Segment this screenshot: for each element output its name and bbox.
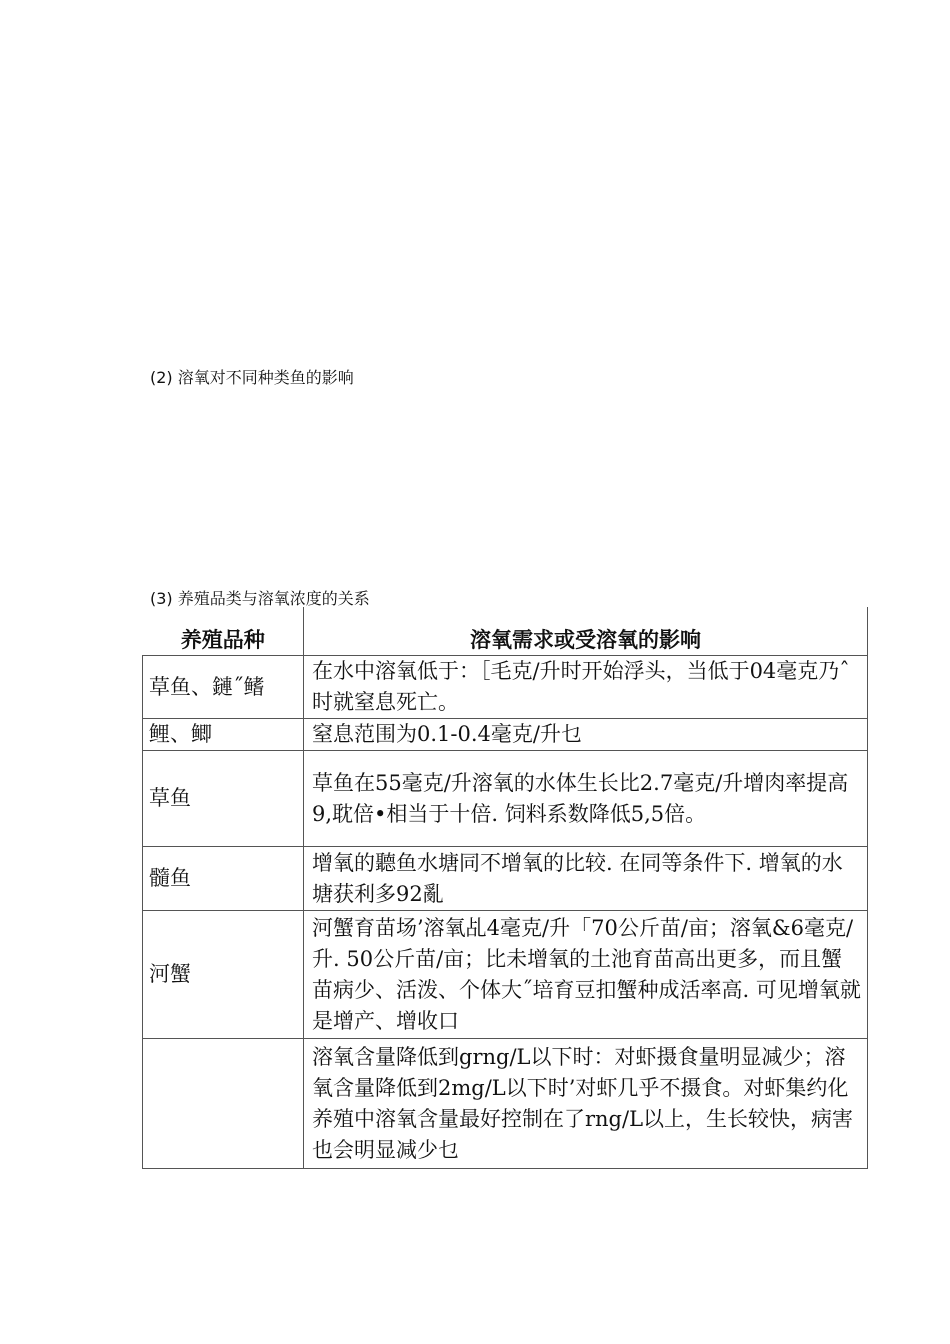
species-cell: 草鱼 bbox=[143, 751, 304, 847]
species-cell: 髓鱼 bbox=[143, 847, 304, 911]
table-row bbox=[143, 847, 868, 911]
dissolved-oxygen-table bbox=[142, 607, 868, 1169]
table-row bbox=[143, 911, 868, 1039]
table-row bbox=[143, 751, 868, 847]
table-row bbox=[143, 719, 868, 751]
effect-cell: 窒息范围为0.1-0.4毫克/升乜 bbox=[304, 719, 868, 751]
species-cell: 鲤、鲫 bbox=[143, 719, 304, 751]
species-cell bbox=[143, 1039, 304, 1169]
effect-cell: 在水中溶氧低于：［毛克/升时开始浮头，当低于04毫克乃ˆ时就窒息死亡。 bbox=[304, 656, 868, 719]
table-row bbox=[143, 1039, 868, 1169]
table-header-row bbox=[143, 607, 868, 656]
effect-cell: 增氧的聽鱼水塘同不增氧的比较. 在同等条件下. 增氧的水塘获利多92亂 bbox=[304, 847, 868, 911]
column-header-effect: 溶氧需求或受溶氧的影响 bbox=[304, 607, 868, 656]
species-cell: 草鱼、鏈˝鳍 bbox=[143, 656, 304, 719]
effect-cell: 草鱼在55毫克/升溶氧的水体生长比2.7毫克/升增肉率提高9,耽倍•相当于十倍. 饲料系数降低5,5倍。 bbox=[304, 751, 868, 847]
section-heading-2: (2) 溶氧对不同种类鱼的影响 bbox=[150, 368, 354, 387]
section-heading-3: (3) 养殖品类与溶氧浓度的关系 bbox=[150, 589, 370, 608]
column-header-species: 养殖品种 bbox=[143, 607, 304, 656]
effect-cell: 河蟹育苗场’溶氧乩4毫克/升「70公斤苗/亩；溶氧&6毫克/升. 50公斤苗/亩；比未增氧的土池育苗高出更多，而且蟹苗病少、活泼、个体大˝培育豆扣蟹种成活率高. 可见增氧就是增产、增收口 bbox=[304, 911, 868, 1039]
effect-cell: 溶氧含量降低到grng/L以下时：对虾摄食量明显减少；溶氧含量降低到2mg/L以下时’对虾几乎不摄食。对虾集约化养殖中溶氧含量最好控制在了rng/L以上，生长较快，病害也会明显减少乜 bbox=[304, 1039, 868, 1169]
species-cell: 河蟹 bbox=[143, 911, 304, 1039]
table-row bbox=[143, 656, 868, 719]
